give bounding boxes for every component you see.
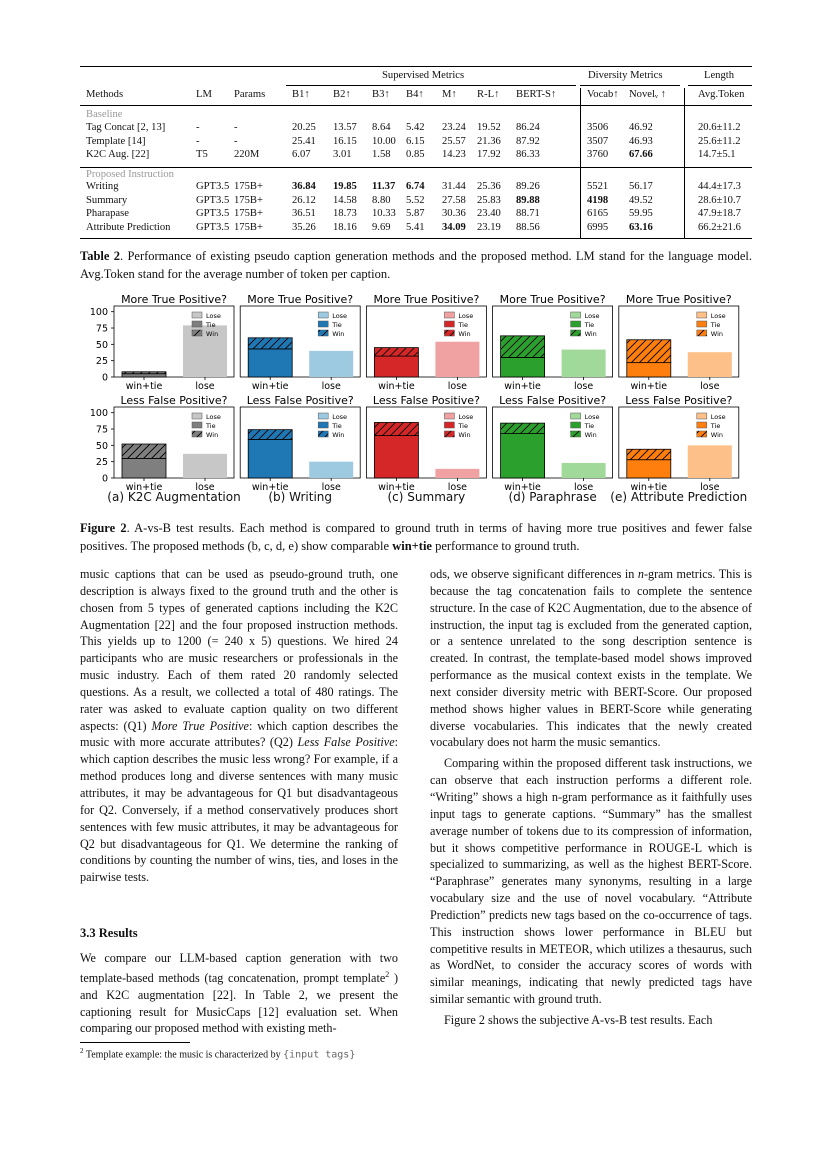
x-tick-label: win+tie [125,381,163,392]
proposed-row-cell: 5.41 [406,221,425,233]
x-tick-label: win+tie [504,482,541,493]
legend-hatch [318,431,328,437]
baseline-row-cell: 86.33 [516,149,540,160]
header-cell: B2↑ [333,89,351,100]
proposed-row-cell: GPT3.5 [196,221,230,233]
legend-swatch [192,422,202,428]
y-tick-label: 50 [95,440,108,452]
x-tick-label: lose [321,482,341,493]
win-bar [627,363,671,377]
q1-term: More True Positive [151,718,249,733]
baseline-row-cell: 5.42 [406,122,425,133]
x-tick-label: win+tie [378,381,415,392]
legend-swatch [318,312,328,318]
proposed-row-cell: 36.51 [292,208,316,219]
proposed-row-cell: 5521 [587,181,609,192]
group-header-diversity: Diversity Metrics [588,70,663,81]
baseline-row-cell: 19.52 [477,122,501,133]
figure-caption [80,519,752,555]
baseline-row-cell: 16.15 [333,135,357,147]
legend-label: Lose [710,312,726,320]
x-tick-label: win+tie [378,482,415,493]
legend-swatch [318,413,328,419]
win-bar [374,356,418,377]
legend-label: Tie [458,321,468,329]
x-tick-label: lose [195,482,215,493]
baseline-row-cell: 1.58 [372,149,391,160]
proposed-row-cell: 9.69 [372,221,391,233]
footnote-text: Template example: the music is characterized by [83,1049,284,1061]
y-tick-label: 0 [101,473,108,485]
proposed-row-cell: Pharapase [86,208,129,219]
proposed-row-cell: 27.58 [442,194,466,206]
tie-hatch [374,422,418,435]
lose-bar [183,454,227,478]
x-tick-label: lose [321,381,341,392]
legend-label: Tie [584,422,595,430]
figure-caption-bold: win+tie [392,539,432,553]
legend-swatch [697,422,707,428]
x-tick-label: win+tie [251,381,289,392]
win-bar [501,357,545,377]
proposed-row-cell: 175B+ [234,194,263,206]
subcaption: (b) Writing [268,490,333,504]
proposed-row-cell: 25.83 [477,194,501,206]
baseline-row-cell: Tag Concat [2, 13] [86,122,166,133]
proposed-row-cell: 36.84 [292,181,316,192]
right-paragraph-1 [430,566,752,751]
legend-label: Win [206,431,219,439]
proposed-row-cell: 34.09 [442,221,466,233]
legend-label: Win [458,330,471,338]
proposed-row-cell: 14.58 [333,194,357,206]
subplot-title: More True Positive? [373,293,480,306]
header-cell: B1↑ [292,89,310,100]
baseline-row-cell: 10.00 [372,135,396,147]
proposed-row-cell: 6995 [587,221,609,233]
proposed-row-cell: 59.95 [629,208,653,219]
baseline-row-cell: 8.64 [372,122,391,133]
left-column-results [80,950,398,1037]
proposed-row-cell: 23.19 [477,221,501,233]
win-bar [122,374,166,377]
x-tick-label: win+tie [630,381,668,392]
ngram-n: n [637,567,644,581]
legend-label: Win [710,431,724,439]
tie-hatch [122,372,166,374]
y-tick-label: 75 [95,323,108,335]
lose-bar [688,352,732,377]
subplot-title: Less False Positive? [625,394,733,407]
x-tick-label: win+tie [125,482,163,493]
legend-label: Lose [206,312,221,320]
legend-label: Tie [332,321,342,329]
win-bar [501,434,545,478]
proposed-row-cell: 89.26 [516,181,540,192]
legend-swatch [318,422,328,428]
left-p1-text-b: : which caption describes the music with more accurate attributes? (Q2) [80,718,398,750]
tie-hatch [627,340,671,363]
right-p1-text-a: ods, we observe significant differences in [430,567,638,581]
x-tick-label: lose [447,381,468,392]
header-cell: M↑ [442,89,457,100]
proposed-row-cell: 63.16 [629,221,653,233]
lose-bar [183,325,227,377]
legend-label: Lose [458,413,474,421]
proposed-row-cell: 18.16 [333,221,357,233]
header-cell: B4↑ [406,89,424,100]
subplot-title: More True Positive? [499,293,606,306]
q2-term: Less False Positive [297,735,395,750]
y-tick-label: 25 [95,457,108,469]
header-cell: R-L↑ [477,89,500,100]
subcaption: (d) Paraphrase [508,490,597,504]
left-paragraph-2 [80,950,398,1037]
baseline-row-cell: 17.92 [477,149,501,160]
proposed-row-cell: GPT3.5 [196,194,230,206]
subplot-title: Less False Positive? [499,394,607,407]
proposed-label: Proposed Instruction [86,169,174,180]
win-bar [122,458,166,478]
baseline-label: Baseline [86,109,123,120]
x-tick-label: win+tie [504,381,541,392]
proposed-row-cell: 28.6±10.7 [698,194,741,206]
legend-hatch [318,330,328,336]
y-tick-label: 75 [95,424,108,436]
x-tick-label: lose [573,381,594,392]
header-cell: LM [196,89,212,100]
proposed-row-cell: 5.87 [406,208,425,219]
baseline-row-cell: 20.25 [292,122,316,133]
table-caption [80,247,752,283]
baseline-row-cell: - [196,135,200,147]
legend-swatch [444,422,454,428]
baseline-row-cell: 14.23 [442,149,466,160]
subplot-title: Less False Positive? [372,394,480,407]
subplot-title: Less False Positive? [120,394,228,407]
baseline-row-cell: 23.24 [442,122,466,133]
proposed-row-cell: 11.37 [372,181,396,192]
proposed-row-cell: 88.56 [516,221,540,233]
footnote-ref: 2 [385,969,390,979]
baseline-row-cell: - [234,135,238,147]
table-caption-label: Table 2 [80,249,120,263]
header-cell: Novelᵥ ↑ [629,89,666,100]
subcaption: (a) K2C Augmentation [107,490,241,504]
baseline-row-cell: 3.01 [333,149,352,160]
legend-label: Win [458,431,471,439]
x-tick-label: win+tie [251,482,289,493]
section-heading-results: 3.3 Results [80,926,138,940]
subplot-title: Less False Positive? [246,394,354,407]
tie-hatch [122,444,166,458]
figure-caption-label: Figure 2 [80,521,127,535]
proposed-row-cell: 56.17 [629,181,653,192]
proposed-row-cell: 47.9±18.7 [698,208,741,219]
legend-swatch [697,413,707,419]
baseline-row-cell: 46.93 [629,135,653,147]
baseline-row-cell: 21.36 [477,135,501,147]
proposed-row-cell: Writing [86,181,119,192]
baseline-row-cell: 14.7±5.1 [698,149,736,160]
win-bar [374,436,418,478]
legend-swatch [444,321,454,327]
y-tick-label: 100 [89,408,108,420]
proposed-row-cell: 10.33 [372,208,396,219]
x-tick-label: win+tie [630,482,668,493]
header-cell: B3↑ [372,89,390,100]
left-p2-text-b: ) and K2C augmentation [22]. In Table 2, we present the captioning result for MusicCaps [12] evaluation set. When comparing our proposed method with existing meth- [80,970,398,1036]
legend-label: Lose [584,413,600,421]
figure-2 [80,290,752,517]
legend-label: Lose [332,312,348,320]
header-cell: Methods [86,89,124,100]
legend-hatch [571,431,581,437]
proposed-row-cell: 5.52 [406,194,425,206]
baseline-row-cell: 67.66 [629,149,653,160]
baseline-row-cell: - [196,122,200,133]
lose-bar [435,469,479,478]
legend-swatch [444,312,454,318]
group-header-length: Length [704,70,735,81]
legend-label: Lose [458,312,474,320]
proposed-row-cell: GPT3.5 [196,181,230,192]
proposed-row-cell: 66.2±21.6 [698,221,741,233]
baseline-row-cell: 3507 [587,135,609,147]
legend-swatch [571,321,581,327]
legend-swatch [318,321,328,327]
legend-label: Tie [458,422,468,430]
legend-swatch [571,422,581,428]
proposed-row-cell: 30.36 [442,208,466,219]
proposed-row-cell: 25.36 [477,181,501,192]
y-tick-label: 25 [95,356,108,368]
subplot-title: More True Positive? [625,293,732,306]
baseline-row-cell: 6.15 [406,135,425,147]
x-tick-label: lose [700,482,720,493]
left-p1-text-c: : which caption describes the music less wrong? For example, if a method produces long and diverse sentences with many music attributes, it may be advantageous for Q1 but disadvantageous for Q2. Conversely, if a method conservatively produces short sentences with few music attributes, it may be advantageous for Q2 but disadvantageous for Q1. We determine the ranking of conditions by counting the number of wins, ties, and loses in the pairwise tests. [80,735,399,885]
win-bar [248,439,292,478]
right-p1-text-b: -gram metrics. This is because the tag concatenation fails to complete the sentence structure. In the case of K2C Augmentation, due to the absence of instruction, the input tag is excluded from the generated caption, or a sentence unrelated to the song description sentence is created. In contrast, the template-based model shows improved performance as the musical context exists in the template. We next consider diversity metric with BERT-Score. Our proposed method shows higher values in BERT-Score while generating diverse vocabularies. This indicates that the newly created vocabulary does not harm the music semantics. [430,567,752,750]
baseline-row-cell: 3760 [587,149,609,160]
baseline-row-cell: K2C Aug. [22] [86,149,150,160]
table-caption-text: . Performance of existing pseudo caption generation methods and the proposed method. LM stand for the language model. Avg.Token stand for the average number of token per caption. [80,249,752,281]
proposed-row-cell: 26.12 [292,194,316,206]
tie-hatch [374,348,418,356]
proposed-row-cell: 23.40 [477,208,501,219]
legend-swatch [697,321,707,327]
baseline-row-cell: 86.24 [516,122,540,133]
left-column [80,566,398,886]
baseline-row-cell: - [234,122,238,133]
legend-hatch [697,330,707,336]
proposed-row-cell: 4198 [587,194,609,206]
tie-hatch [627,449,671,459]
legend-swatch [192,321,202,327]
baseline-row-cell: Template [14] [86,135,146,147]
legend-swatch [571,312,581,318]
proposed-row-cell: 8.80 [372,194,391,206]
x-tick-label: lose [195,381,215,392]
proposed-row-cell: Attribute Prediction [86,221,171,233]
legend-label: Win [710,330,724,338]
proposed-row-cell: 31.44 [442,181,466,192]
subplot-title: More True Positive? [247,293,354,306]
proposed-row-cell: 44.4±17.3 [698,181,741,192]
x-tick-label: lose [573,482,594,493]
legend-swatch [444,413,454,419]
legend-hatch [192,431,202,437]
legend-label: Lose [710,413,726,421]
legend-label: Tie [710,422,721,430]
baseline-row-cell: 0.85 [406,149,425,160]
right-paragraph-2: Comparing within the proposed different task instructions, we can observe that each instruction performs a different role. “Writing” shows a high n-gram performance as it faithfully uses input tags to generate captions. “Summary” has the smallest average number of tokens due to its compression of information, but it shows competitive performance in ROUGE-L which is specialized to summarizing, as well as the highest BERT-Score. “Paraphrase” generates many synonyms, resulting in a large vocabulary size and the use of novel vocabulary. “Attribute Prediction” predicts new tags based on the co-occurrence of tags. This instruction shows lower performance in BLEU but competitive results in METEOR, which utilizes a thesaurus, such as WordNet, to consider the accuracy scores of words with similar meanings, indicating that newly predicted tags have similar semantic with ground truth. [430,756,752,1007]
baseline-row-cell: 25.41 [292,135,316,147]
legend-label: Lose [206,413,221,421]
y-tick-label: 50 [95,339,108,351]
header-cell: BERT-S↑ [516,89,557,100]
legend-label: Win [584,330,597,338]
subplot-title: More True Positive? [121,293,227,306]
header-cell: Vocab↑ [587,89,619,100]
legend-label: Win [206,330,219,338]
group-header-supervised: Supervised Metrics [382,70,465,81]
proposed-row-cell: 175B+ [234,181,263,192]
header-cell: Avg.Token [698,89,745,100]
header-cell: Params [234,89,266,100]
legend-label: Lose [584,312,600,320]
lose-bar [435,342,479,377]
legend-swatch [697,312,707,318]
legend-hatch [571,330,581,336]
legend-hatch [697,431,707,437]
proposed-row-cell: 49.52 [629,194,653,206]
subcaption: (c) Summary [387,490,466,504]
legend-hatch [192,330,202,336]
lose-bar [309,462,353,478]
footnote-code: {input tags} [283,1049,356,1061]
legend-label: Win [332,431,345,439]
legend-swatch [571,413,581,419]
proposed-row-cell: 18.73 [333,208,357,219]
baseline-row-cell: 6.07 [292,149,311,160]
proposed-row-cell: 175B+ [234,221,263,233]
tie-hatch [501,423,545,433]
footnote-rule [80,1042,190,1043]
left-p2-text: We compare our LLM-based caption generation with two template-based methods (tag concatenation, prompt template [80,951,398,985]
baseline-row-cell: 87.92 [516,135,540,147]
proposed-row-cell: 175B+ [234,208,263,219]
subcaption: (e) Attribute Prediction [610,490,748,504]
proposed-row-cell: GPT3.5 [196,208,230,219]
proposed-row-cell: 6.74 [406,181,425,192]
x-tick-label: lose [700,381,720,392]
tie-hatch [501,336,545,358]
legend-hatch [444,431,454,437]
baseline-row-cell: 220M [234,149,260,160]
baseline-row-cell: 25.57 [442,135,466,147]
baseline-row-cell: 3506 [587,122,609,133]
tie-hatch [248,430,292,440]
ab-test-chart [80,290,752,512]
proposed-row-cell: 6165 [587,208,609,219]
footnote [80,1047,355,1060]
legend-label: Win [332,330,345,338]
right-paragraph-3: Figure 2 shows the subjective A-vs-B test results. Each [444,1012,713,1027]
proposed-row-cell: 89.88 [516,194,540,206]
legend-label: Tie [206,422,216,430]
win-bar [248,349,292,377]
x-tick-label: lose [447,482,468,493]
lose-bar [562,463,606,478]
proposed-row-cell: 88.71 [516,208,540,219]
proposed-row-cell: 19.85 [333,181,357,192]
legend-label: Win [584,431,597,439]
proposed-row-cell: Summary [86,194,128,206]
proposed-row-cell: 35.26 [292,221,316,233]
legend-label: Tie [332,422,342,430]
y-tick-label: 100 [89,307,108,319]
baseline-row-cell: 46.92 [629,122,653,133]
footnote-num: 2 [80,1047,84,1055]
lose-bar [688,445,732,478]
baseline-row-cell: T5 [196,149,208,160]
legend-hatch [444,330,454,336]
legend-label: Tie [206,321,216,329]
left-p1-text: music captions that can be used as pseudo-ground truth, one description is always fixed to the ground truth and the other is chosen from 5 types of generated captions including the K2C Augmentation [22] and the four proposed instruction methods. This yields up to 1200 (= 240 x 5) questions. We hired 24 participants who are music researchers or professionals in the music industry. Each of them rated 20 randomly selected questions. As a result, we collected a total of 480 ratings. The rater was asked to evaluate caption quality on two different aspects: (Q1) [80,567,398,733]
y-tick-label: 0 [101,372,108,384]
figure-caption-text-2: performance to ground truth. [431,539,580,553]
legend-label: Tie [584,321,595,329]
left-paragraph-1 [80,566,398,886]
win-bar [627,460,671,478]
lose-bar [309,351,353,377]
legend-label: Tie [710,321,721,329]
legend-label: Lose [332,413,348,421]
tie-hatch [248,338,292,349]
right-column [430,566,752,1029]
baseline-row-cell: 13.57 [333,122,357,133]
baseline-row-cell: 25.6±11.2 [698,135,741,147]
lose-bar [562,350,606,377]
baseline-row-cell: 20.6±11.2 [698,122,741,133]
legend-swatch [192,312,202,318]
legend-swatch [192,413,202,419]
figure-caption-text-1: . A-vs-B test results. Each method is compared to ground truth in terms of having more true positives and fewer false positives. The proposed methods (b, c, d, e) show comparable [80,521,753,553]
